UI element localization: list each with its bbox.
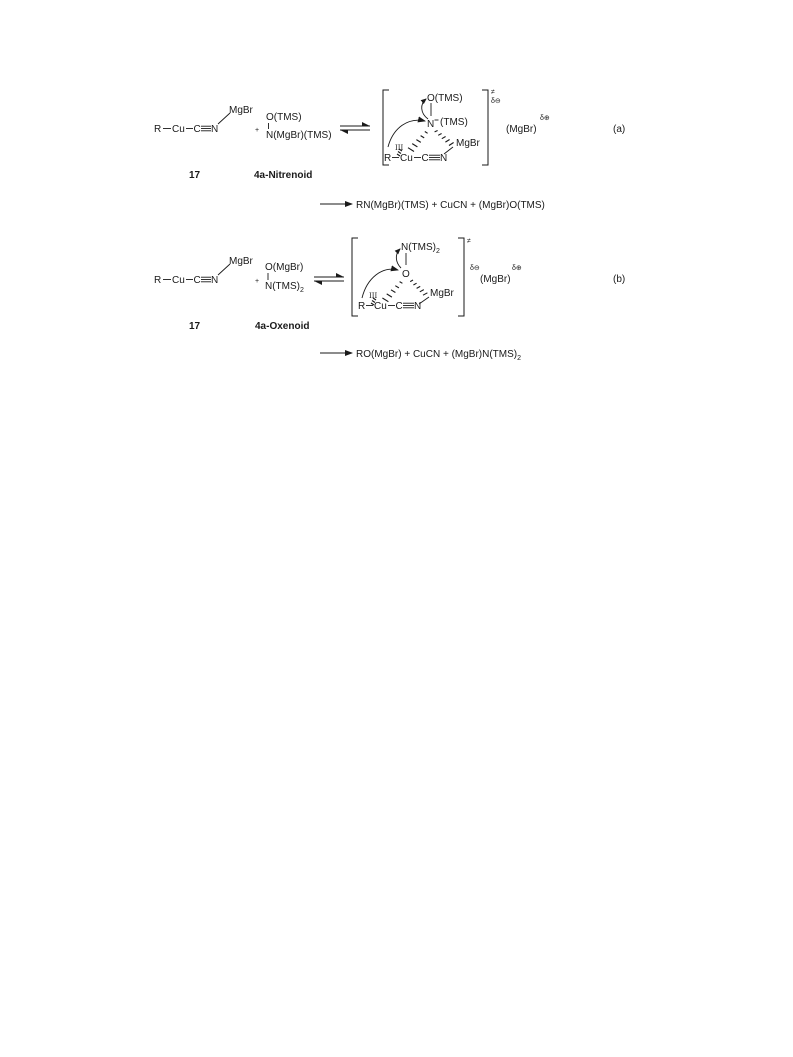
right-bracket-b bbox=[458, 238, 464, 316]
ts-n-b: N bbox=[414, 301, 422, 312]
transition-state-a bbox=[383, 89, 501, 165]
delta-plus-b: δ⊕ bbox=[512, 265, 522, 272]
ts-n-a: N bbox=[440, 153, 448, 164]
ts-dagger-b: ≠ bbox=[467, 238, 471, 245]
cuprate-cu-a: Cu bbox=[172, 124, 185, 135]
ts-mgbr-b: MgBr bbox=[430, 288, 454, 299]
scheme-b bbox=[154, 238, 625, 362]
reagent-top-a: O(TMS) bbox=[266, 112, 302, 123]
ts-dagger-a: ≠ bbox=[491, 89, 495, 96]
compound-17-b: 17 bbox=[189, 321, 201, 332]
compound-17-a: 17 bbox=[189, 170, 201, 181]
ts-top-a: O(TMS) bbox=[427, 93, 463, 104]
ts-delta-minus-b: δ⊖ bbox=[470, 265, 480, 272]
products-b: RO(MgBr) + CuCN + $(MgBr)N(TMS)_2$ bbox=[356, 349, 522, 362]
compound-oxenoid-label: 4a-Oxenoid bbox=[255, 321, 310, 332]
cuprate-cu-b: Cu bbox=[172, 275, 185, 286]
counterion-b: (MgBr) bbox=[480, 274, 511, 285]
equilibrium-arrows-b bbox=[314, 273, 344, 285]
plus-sign-a: + bbox=[255, 127, 260, 134]
scheme-a bbox=[154, 89, 625, 211]
reagent-nitrenoid bbox=[266, 112, 332, 141]
equilibrium-arrows-a bbox=[340, 122, 370, 134]
hashed-bond-o-mg-b bbox=[410, 280, 427, 295]
cuprate-n-a: N bbox=[211, 124, 219, 135]
compound-nitrenoid-label: 4a-Nitrenoid bbox=[254, 170, 313, 181]
ts-cu-a: Cu bbox=[400, 153, 413, 164]
ts-iii-b: III bbox=[369, 292, 378, 300]
cuprate-r-b: R bbox=[154, 275, 162, 286]
cuprate-r-a: R bbox=[154, 124, 162, 135]
right-bracket-a bbox=[482, 90, 488, 165]
ts-center-sub-a: (TMS) bbox=[440, 117, 468, 128]
ts-center-atom-a: N bbox=[427, 119, 435, 130]
reagent-bottom-b: $N(TMS)_2$ bbox=[265, 281, 304, 294]
ts-cu-b: Cu bbox=[374, 301, 387, 312]
ts-r-b: R bbox=[358, 301, 366, 312]
curved-arrow-rn-a bbox=[388, 120, 425, 147]
hashed-bond-o-cu-b bbox=[382, 282, 402, 302]
ts-c-b: C bbox=[395, 301, 403, 312]
reagent-bottom-a: N(MgBr)(TMS) bbox=[266, 130, 332, 141]
cuprate-c-a: C bbox=[193, 124, 201, 135]
ts-center-atom-b: O bbox=[402, 269, 410, 280]
counterion-a: (MgBr) bbox=[506, 124, 537, 135]
ts-delta-minus-a: δ⊖ bbox=[491, 98, 501, 105]
ts-mgbr-a: MgBr bbox=[456, 138, 480, 149]
ts-top-b: $N(TMS)_2$ bbox=[401, 242, 440, 255]
cuprate-c-b: C bbox=[193, 275, 201, 286]
equation-label-b: (b) bbox=[613, 274, 626, 285]
cuprate-17-b bbox=[154, 256, 254, 286]
delta-plus-a: δ⊕ bbox=[540, 115, 550, 122]
ts-c-a: C bbox=[421, 153, 429, 164]
cuprate-mgbr-b: MgBr bbox=[229, 256, 253, 267]
products-a: RN(MgBr)(TMS) + CuCN + (MgBr)O(TMS) bbox=[356, 200, 545, 211]
reagent-top-b: O(MgBr) bbox=[265, 262, 304, 273]
equation-label-a: (a) bbox=[613, 124, 626, 135]
ts-iii-a: III bbox=[395, 144, 404, 152]
cuprate-mgbr-a: MgBr bbox=[229, 105, 253, 116]
reagent-oxenoid bbox=[265, 262, 304, 294]
plus-sign-b: + bbox=[255, 278, 260, 285]
hashed-bond-n-mg-a bbox=[435, 131, 454, 146]
hashed-bond-n-cu-a bbox=[408, 132, 428, 152]
curved-arrow-ro-b bbox=[362, 269, 398, 298]
transition-state-b bbox=[352, 238, 480, 316]
cuprate-n-b: N bbox=[211, 275, 219, 286]
ts-r-a: R bbox=[384, 153, 392, 164]
cuprate-17-a bbox=[154, 105, 254, 135]
